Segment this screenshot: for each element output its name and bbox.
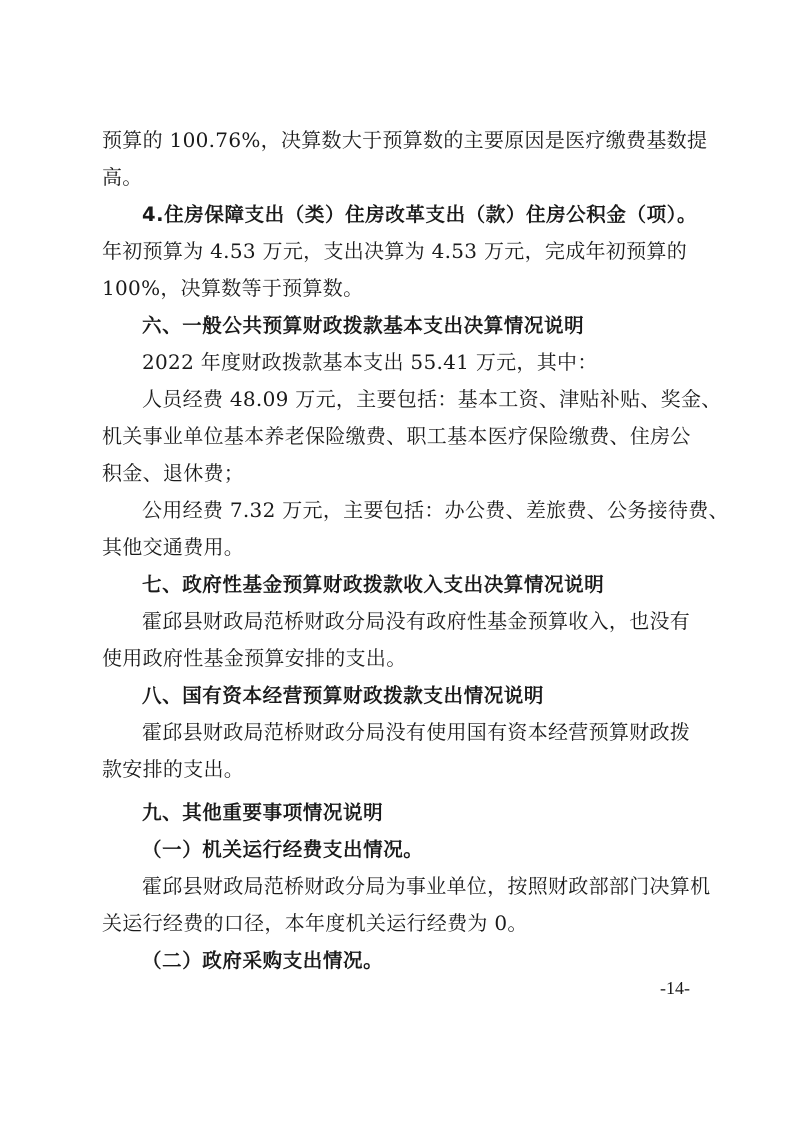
section-heading-8: 八、国有资本经营预算财政拨款支出情况说明 [142,684,545,707]
item-heading-housing: 4.住房保障支出（类）住房改革支出（款）住房公积金（项）。 [142,203,698,226]
paragraph-line: 使用政府性基金预算安排的支出。 [102,646,407,670]
paragraph-line: 年初预算为 4.53 万元，支出决算为 4.53 万元，完成年初预算的 [102,239,687,263]
subsection-heading-2: （二）政府采购支出情况。 [142,949,384,972]
paragraph-line: 积金、退休费； [102,461,245,485]
paragraph-line: 100%，决算数等于预算数。 [102,276,364,300]
paragraph-line: 高。 [102,165,143,189]
paragraph-line: 机关事业单位基本养老保险缴费、职工基本医疗保险缴费、住房公 [102,424,691,448]
paragraph-line: 关运行经费的口径，本年度机关运行经费为 0。 [102,911,528,935]
paragraph-line: 款安排的支出。 [102,757,245,781]
paragraph-line: 霍邱县财政局范桥财政分局没有政府性基金预算收入，也没有 [142,609,691,633]
subsection-heading-1: （一）机关运行经费支出情况。 [142,838,424,861]
section-heading-7: 七、政府性基金预算财政拨款收入支出决算情况说明 [142,573,605,596]
paragraph-line: 2022 年度财政拨款基本支出 55.41 万元，其中： [142,350,598,374]
section-heading-6: 六、一般公共预算财政拨款基本支出决算情况说明 [142,314,585,337]
page-number: -14- [660,978,690,998]
paragraph-line: 公用经费 7.32 万元，主要包括：办公费、差旅费、公务接待费、 [142,498,729,522]
paragraph-line: 霍邱县财政局范桥财政分局没有使用国有资本经营预算财政拨 [142,720,691,744]
section-heading-9: 九、其他重要事项情况说明 [142,801,384,824]
paragraph-line: 其他交通费用。 [102,535,245,559]
paragraph-line: 霍邱县财政局范桥财政分局为事业单位，按照财政部部门决算机 [142,874,711,898]
document-body [102,122,729,979]
paragraph-line: 人员经费 48.09 万元，主要包括：基本工资、津贴补贴、奖金、 [142,387,722,411]
paragraph-line: 预算的 100.76%，决算数大于预算数的主要原因是医疗缴费基数提 [102,128,708,152]
